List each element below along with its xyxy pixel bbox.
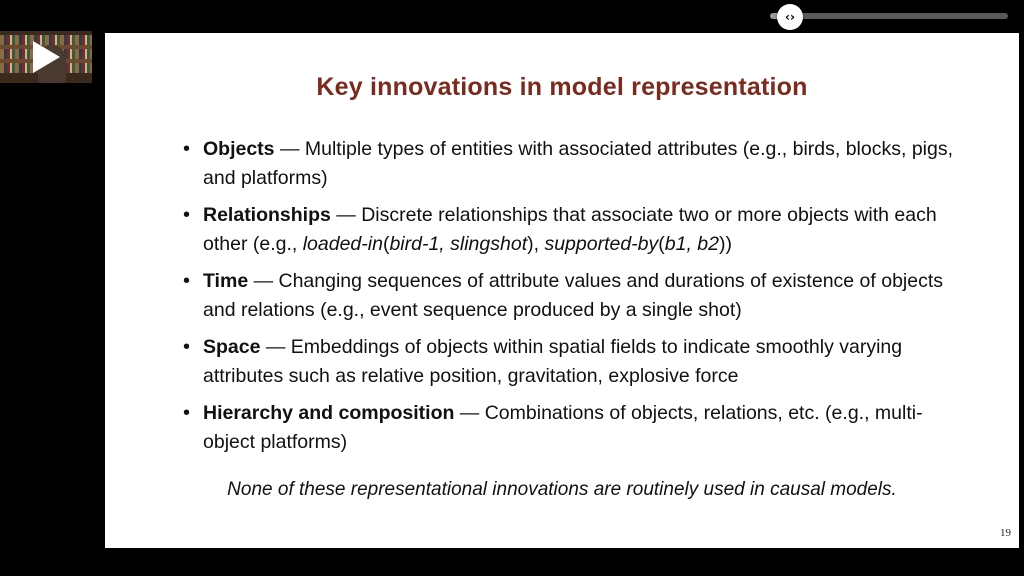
bullet-icon: •: [183, 138, 191, 160]
play-button[interactable]: [0, 31, 92, 83]
scrubber-handle[interactable]: [777, 4, 803, 30]
bullet-text: (: [658, 233, 665, 255]
bullet-text-italic: supported-by: [544, 233, 659, 255]
list-item: [183, 135, 963, 193]
bullet-text: — Combinations of objects, relations, etc. (e.g., multi-object platforms): [203, 402, 923, 453]
slide: [105, 33, 1019, 548]
slide-title: Key innovations in model representation: [316, 73, 808, 101]
list-item: [183, 267, 963, 325]
slide-page-number: 19: [1000, 527, 1011, 539]
bullet-icon: •: [183, 336, 191, 358]
bullet-list: [183, 135, 963, 465]
progress-bar[interactable]: [770, 13, 1008, 19]
bullet-icon: •: [183, 204, 191, 226]
bullet-text: — Changing sequences of attribute values and durations of existence of objects and relations (e.g., event sequence produced by a single shot): [203, 270, 944, 321]
play-icon: [31, 40, 61, 74]
bullet-icon: •: [183, 402, 191, 424]
list-item: [183, 399, 963, 457]
list-item: [183, 201, 963, 259]
bullet-text-italic: bird-1, slingshot: [389, 233, 528, 255]
bullet-text-italic: b1, b2: [664, 233, 719, 255]
bullet-icon: •: [183, 270, 191, 292]
bullet-term: Relationships: [203, 204, 331, 226]
bullet-text: — Multiple types of entities with associated attributes (e.g., birds, blocks, pigs, and platforms): [203, 138, 954, 189]
slide-footer-note: None of these representational innovations are routinely used in causal models.: [227, 479, 897, 500]
list-item: [183, 333, 963, 391]
bullet-term: Space: [203, 336, 261, 358]
bullet-text: ),: [527, 233, 545, 255]
bullet-term: Hierarchy and composition: [203, 402, 455, 424]
bullet-term: Time: [203, 270, 249, 292]
bullet-term: Objects: [203, 138, 275, 160]
bullet-text: (: [382, 233, 390, 255]
bullet-text-italic: loaded-in: [302, 233, 383, 255]
bullet-text: )): [719, 233, 732, 255]
bullet-text: — Discrete relationships that associate two or more objects with each other (e.g.,: [203, 204, 937, 255]
bullet-text: — Embeddings of objects within spatial fields to indicate smoothly varying attributes such as relative position, gravitation, explosive force: [203, 336, 903, 387]
code-arrows-icon: ‹›: [785, 10, 795, 24]
